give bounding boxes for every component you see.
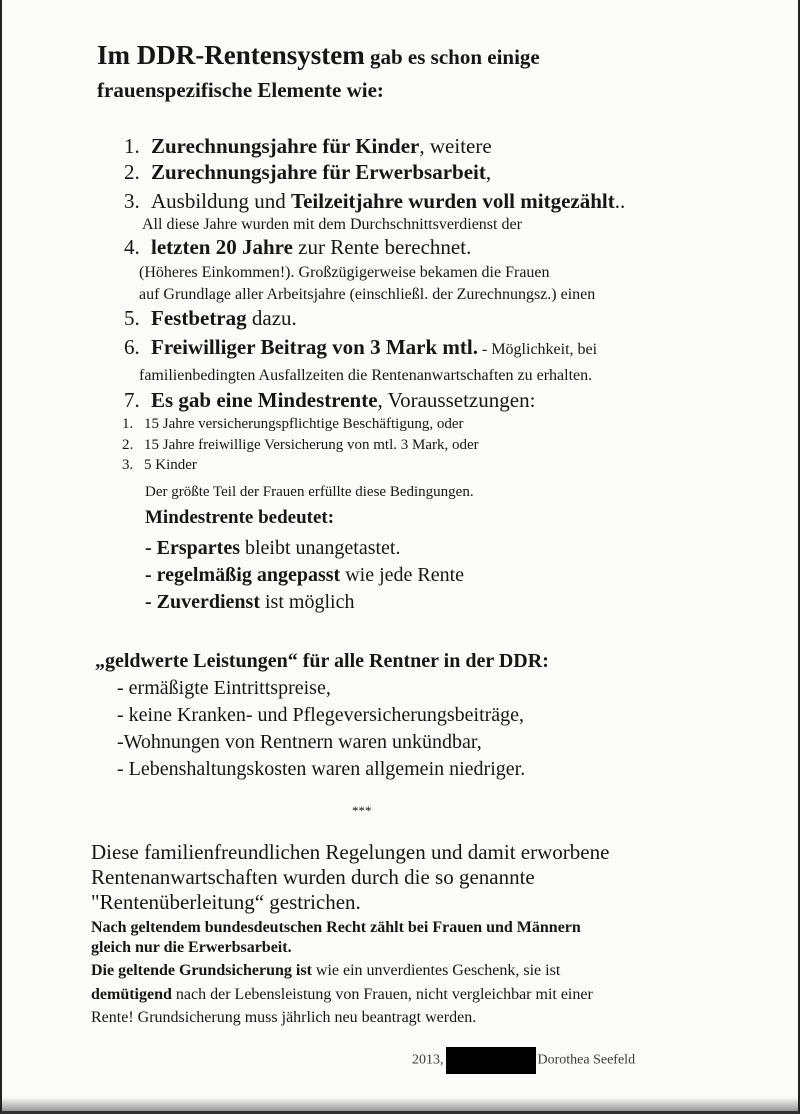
mindestrente-point: - Zuverdienst ist möglich bbox=[145, 591, 355, 613]
list-item: 5. Festbetrag dazu. bbox=[124, 306, 297, 330]
signature-name: Dorothea Seefeld bbox=[537, 1052, 636, 1068]
note-text: (Höheres Einkommen!). Großzügigerweise bekamen die Frauen bbox=[139, 264, 550, 281]
grundsicherung-line: Rente! Grundsicherung muss jährlich neu beantragt werden. bbox=[91, 1009, 477, 1026]
geldwerte-point: - Lebenshaltungskosten waren allgemein niedriger. bbox=[117, 758, 526, 780]
note-text: familienbedingten Ausfallzeiten die Rentenanwartschaften zu erhalten. bbox=[139, 367, 593, 384]
signature-year: 2013, bbox=[412, 1052, 444, 1068]
conclusion-line: Rentenanwartschaften wurden durch die so genannte bbox=[91, 865, 535, 889]
list-item: 3. Ausbildung und Teilzeitjahre wurden voll mitgezählt.. bbox=[124, 189, 626, 213]
condition-item: 2. 15 Jahre freiwillige Versicherung von mtl. 3 Mark, oder bbox=[122, 437, 479, 453]
mindestrente-point: - regelmäßig angepasst wie jede Rente bbox=[145, 564, 465, 586]
conclusion-line: Diese familienfreundlichen Regelungen und damit erworbene bbox=[91, 840, 610, 864]
geldwerte-point: - ermäßigte Eintrittspreise, bbox=[117, 677, 331, 699]
condition-item: 3. 5 Kinder bbox=[122, 457, 197, 473]
redaction-bar bbox=[446, 1047, 536, 1074]
conclusion-line: "Rentenüberleitung“ gestrichen. bbox=[91, 890, 361, 914]
note-text: All diese Jahre wurden mit dem Durchschnittsverdienst der bbox=[142, 216, 522, 233]
list-item: 4. letzten 20 Jahre zur Rente berechnet. bbox=[124, 235, 472, 259]
document-title: Im DDR-Rentensystem gab es schon einige bbox=[97, 40, 540, 70]
grundsicherung-line: demütigend nach der Lebensleistung von Frauen, nicht vergleichbar mit einer bbox=[91, 986, 593, 1003]
list-item: 7. Es gab eine Mindestrente, Voraussetzungen: bbox=[124, 388, 536, 412]
geldwerte-heading: „geldwerte Leistungen“ für alle Rentner in der DDR: bbox=[95, 650, 549, 672]
list-item: 1. Zurechnungsjahre für Kinder, weitere bbox=[124, 134, 492, 158]
separator: *** bbox=[352, 803, 372, 818]
note-text: auf Grundlage aller Arbeitsjahre (einschließl. der Zurechnungsz.) einen bbox=[139, 286, 596, 303]
grundsicherung-line: Die geltende Grundsicherung ist wie ein unverdientes Geschenk, sie ist bbox=[91, 962, 561, 979]
law-note: gleich nur die Erwerbsarbeit. bbox=[91, 939, 292, 956]
mindestrente-point: - Erspartes bleibt unangetastet. bbox=[145, 537, 401, 559]
geldwerte-point: - keine Kranken- und Pflegeversicherungsbeiträge, bbox=[117, 704, 525, 726]
list-item: 2. Zurechnungsjahre für Erwerbsarbeit, bbox=[124, 160, 492, 184]
conditions-note: Der größte Teil der Frauen erfüllte diese Bedingungen. bbox=[145, 484, 474, 500]
condition-item: 1. 15 Jahre versicherungspflichtige Beschäftigung, oder bbox=[122, 416, 464, 432]
signature bbox=[412, 1047, 635, 1074]
mindestrente-heading: Mindestrente bedeutet: bbox=[145, 507, 335, 528]
geldwerte-point: -Wohnungen von Rentnern waren unkündbar, bbox=[117, 731, 482, 753]
document-subtitle: frauenspezifische Elemente wie: bbox=[97, 78, 384, 102]
scan-shadow bbox=[2, 1097, 798, 1111]
law-note: Nach geltendem bundesdeutschen Recht zählt bei Frauen und Männern bbox=[91, 919, 581, 936]
list-item: 6. Freiwilliger Beitrag von 3 Mark mtl. - Möglichkeit, bei bbox=[124, 335, 598, 359]
